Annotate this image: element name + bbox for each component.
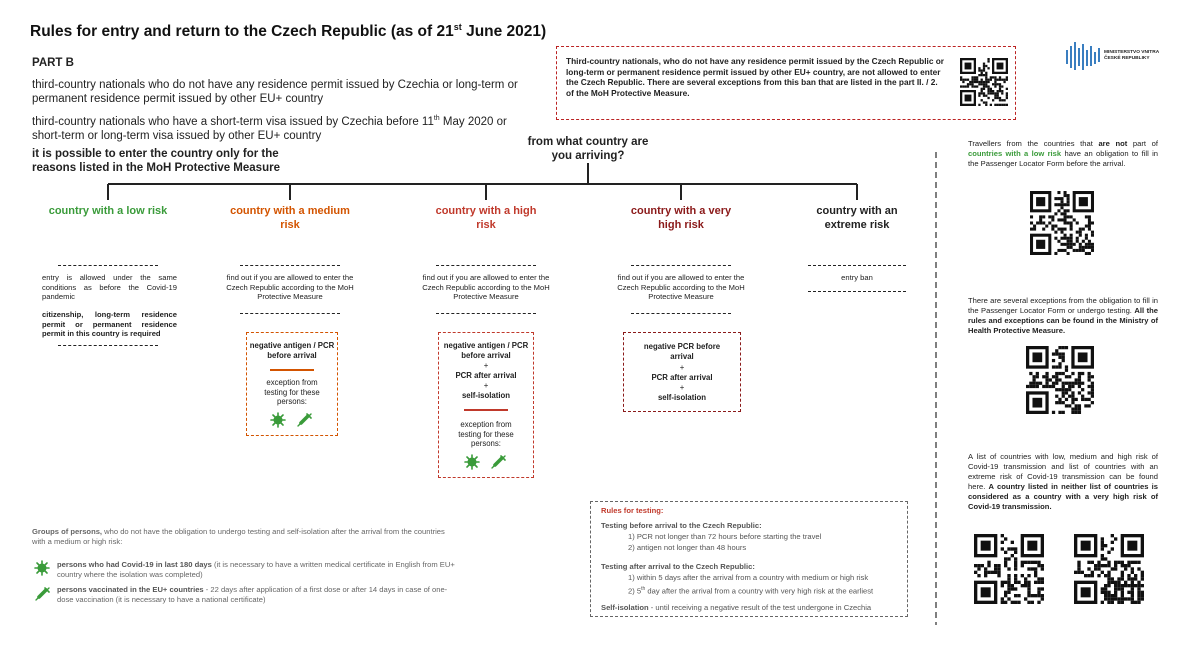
rules-after-1: 1) within 5 days after the arrival from a country with medium or high risk bbox=[628, 573, 869, 582]
medium-requirement: negative antigen / PCR before arrival bbox=[249, 341, 335, 360]
category-extreme-risk: country with an extreme risk bbox=[816, 205, 898, 231]
high-exception: exception from testing for these persons: bbox=[458, 420, 514, 449]
extreme-risk-text: entry ban bbox=[841, 273, 873, 282]
high-requirement-2: PCR after arrival bbox=[455, 371, 517, 380]
divider bbox=[631, 265, 731, 266]
divider bbox=[436, 313, 536, 314]
exceptions-text: There are several exceptions from the obligation to fill in the Passenger Locator Form or undergo testing. All the rules and exceptions can be found in the Ministry of Health Protective Measure. bbox=[968, 296, 1158, 335]
divider bbox=[240, 265, 340, 266]
very-high-requirement-3: self-isolation bbox=[657, 393, 707, 402]
exempt-groups-intro: Groups of persons, who do not have the obligation to undergo testing and self-isolation after the arrival from the countries with a medium or high risk: bbox=[32, 527, 445, 546]
plus-sign: + bbox=[483, 381, 489, 390]
vaccine-icon bbox=[490, 454, 506, 470]
rules-title: Rules for testing: bbox=[601, 506, 664, 515]
rules-before-heading: Testing before arrival to the Czech Republic: bbox=[601, 521, 762, 530]
divider bbox=[58, 265, 158, 266]
divider bbox=[436, 265, 536, 266]
high-risk-text: find out if you are allowed to enter the Czech Republic according to the MoH Protective Measure bbox=[422, 273, 550, 301]
divider bbox=[631, 313, 731, 314]
qr-code-icon[interactable] bbox=[974, 534, 1044, 604]
part-label: PART B bbox=[32, 57, 74, 69]
entry-reasons-note: it is possible to enter the country only for the reasons listed in the MoH Protective Measure bbox=[32, 148, 280, 174]
plus-sign: + bbox=[483, 361, 489, 370]
divider bbox=[58, 345, 158, 346]
intro-first: third-country nationals who do not have any residence permit issued by Czechia or long-term or permanent residence permit issued by other EU+ country bbox=[32, 79, 518, 105]
very-high-requirement-1: negative PCR before arrival bbox=[643, 342, 721, 361]
question-heading: from what country are you arriving? bbox=[527, 136, 649, 162]
category-medium-risk: country with a medium risk bbox=[230, 205, 350, 231]
plus-sign: + bbox=[679, 383, 685, 392]
divider bbox=[808, 265, 906, 266]
medium-risk-text: find out if you are allowed to enter the Czech Republic according to the MoH Protective Measure bbox=[226, 273, 354, 301]
rules-after-2: 2) 5th day after the arrival from a country with very high risk at the earliest bbox=[628, 586, 874, 596]
virus-icon bbox=[34, 560, 50, 576]
group-covid-recovered: persons who had Covid-19 in last 180 days (it is necessary to have a written medical certificate in English from EU+ country where the isolation was completed) bbox=[57, 560, 455, 579]
qr-code-icon[interactable] bbox=[1030, 191, 1094, 255]
medium-exception: exception from testing for these persons: bbox=[264, 378, 320, 407]
vaccine-icon bbox=[34, 586, 50, 602]
group-vaccinated: persons vaccinated in the EU+ countries - 22 days after application of a first dose or after 14 days in case of one-dose vaccination (it is necessary to have a national certificate) bbox=[57, 585, 448, 604]
logo-text: MINISTERSTVO VNITRA ČESKÉ REPUBLIKY bbox=[1104, 50, 1159, 61]
high-requirement-3: self-isolation bbox=[461, 391, 511, 400]
divider bbox=[464, 409, 508, 411]
qr-code-icon[interactable] bbox=[1026, 346, 1094, 414]
rules-before-1: 1) PCR not longer than 72 hours before starting the travel bbox=[628, 532, 822, 541]
virus-icon bbox=[464, 454, 480, 470]
page-title: Rules for entry and return to the Czech Republic (as of 21st June 2021) bbox=[30, 22, 547, 41]
category-high-risk: country with a high risk bbox=[435, 205, 537, 231]
intro-second: third-country nationals who have a short-term visa issued by Czechia before 11th May 2020 or short-term or long-term visa issued by other EU+ country bbox=[32, 115, 507, 142]
low-risk-requirement: citizenship, long-term residence permit or permanent residence permit in this country is required bbox=[42, 310, 177, 338]
rules-self-isolation: Self-isolation - until receiving a negative result of the test undergone in Czechia bbox=[601, 603, 872, 612]
vaccine-icon bbox=[296, 412, 312, 428]
divider bbox=[270, 369, 314, 371]
high-requirement-1: negative antigen / PCR before arrival bbox=[443, 341, 529, 360]
plus-sign: + bbox=[679, 363, 685, 372]
divider bbox=[808, 291, 906, 292]
qr-code-icon[interactable] bbox=[1074, 534, 1144, 604]
rules-after-heading: Testing after arrival to the Czech Republic: bbox=[601, 562, 755, 571]
plf-obligation-text: Travellers from the countries that are not part of countries with a low risk have an obligation to fill in the Passenger Locator Form before the arrival. bbox=[968, 139, 1159, 168]
very-high-requirement-2: PCR after arrival bbox=[651, 373, 713, 382]
very-high-risk-text: find out if you are allowed to enter the Czech Republic according to the MoH Protective Measure bbox=[617, 273, 745, 301]
testing-rules-box bbox=[590, 501, 908, 617]
country-list-text: A list of countries with low, medium and high risk of Covid-19 transmission and list of countries with an extreme risk of Covid-19 transmission can be found here. A country listed in neither list of countries is considered as a country with a very high risk of Covid-19 transmission. bbox=[968, 452, 1158, 511]
warning-text: Third-country nationals, who do not have any residence permit issued by the Czech Republic or long-term or permanent residence permit issued by other EU+ country, are not allowed to enter the Czech Republic. There are several exceptions from this ban that are listed in the part II. / 2. of the MoH Protective Measure. bbox=[566, 56, 945, 98]
category-low-risk: country with a low risk bbox=[48, 205, 168, 217]
category-very-high-risk: country with a very high risk bbox=[630, 205, 732, 231]
rules-before-2: 2) antigen not longer than 48 hours bbox=[628, 543, 747, 552]
low-risk-text: entry is allowed under the same conditions as before the Covid-19 pandemic bbox=[42, 273, 177, 301]
divider bbox=[240, 313, 340, 314]
virus-icon bbox=[270, 412, 286, 428]
